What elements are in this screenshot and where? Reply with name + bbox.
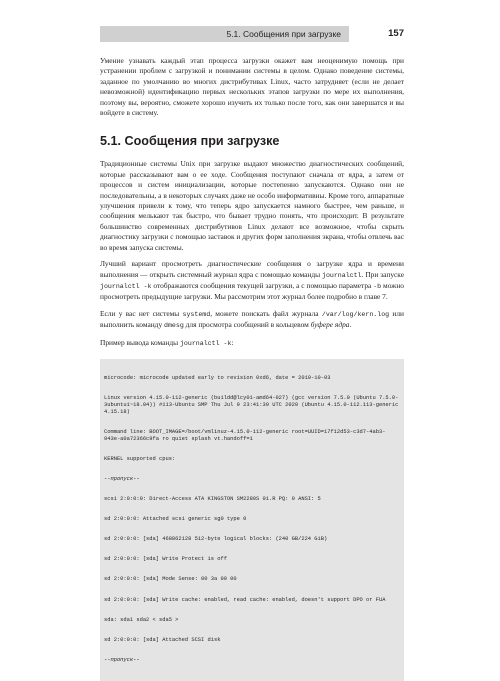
code-line: sd 2:0:0:0: [sda] 468862128 512-byte logical blocks: (240 GB/224 GiB) [104, 536, 328, 543]
paragraph-4 [100, 338, 404, 349]
paragraph-4-text-b: : [231, 337, 234, 347]
running-head-bar [100, 26, 349, 42]
paragraph-2-text-c: отображаются сообщения текущей загрузки, а с помощью параметра [151, 280, 374, 290]
paragraph-2-text-a: Лучший вариант просмотреть диагностические сообщения о загрузке ядра и времени выполнения — открыть системный журнал ядра с помощью команды [100, 259, 404, 279]
page-number: 157 [388, 28, 404, 39]
command-systemd: systemd [182, 310, 211, 318]
code-listing [100, 359, 404, 681]
paragraph-3 [100, 309, 404, 332]
paragraph-3-text-e: . [349, 320, 352, 330]
path-kern-log: /var/log/kern.log [321, 310, 390, 318]
code-line: sd 2:0:0:0: [sda] Attached SCSI disk [104, 636, 221, 643]
code-line: sd 2:0:0:0: [sda] Write Protect is off [104, 556, 227, 563]
code-line: KERNEL supported cpus: [104, 455, 176, 462]
command-journalctl: journalctl [321, 271, 362, 279]
paragraph-2 [100, 259, 404, 303]
code-line: sda: sda1 sda2 < sda5 > [104, 616, 179, 623]
running-head: 5.1. Сообщения при загрузке [226, 29, 341, 39]
code-line: scsi 2:0:0:0: Direct-Access ATA KINGSTON SM2280S 01.R PQ: 0 ANSI: 5 [104, 496, 321, 502]
paragraph-2-text-b: . При запуске [361, 269, 404, 279]
paragraph-3-text-b: , можете поискать файл журнала [210, 308, 322, 318]
code-line: sd 2:0:0:0: Attached scsi generic sg0 type 0 [104, 516, 247, 523]
code-line: sd 2:0:0:0: [sda] Mode Sense: 00 3a 00 00 [104, 576, 237, 583]
intro-paragraph: Умение узнавать каждый этап процесса загрузки окажет вам неоценимую помощь при устранении проблем с загрузкой и понимании системы в целом. Однако поведение системы, заданное по умолчанию во многих дистрибутивах Linux, часто затрудняет (если не делает невозможной) идентификацию первых нескольких этапов загрузки по мере их выполнения, поэтому вы, вероятно, сможете хорошо изучить их только после того, как они завершатся и вы войдете в систему. [100, 56, 404, 118]
code-skip-marker: --пропуск-- [104, 656, 140, 663]
page-content [100, 56, 404, 681]
command-dmesg: dmesg [164, 322, 184, 330]
command-journalctl-k-example: journalctl -k [179, 339, 232, 347]
paragraph-4-text-a: Пример вывода команды [100, 337, 180, 347]
code-line: microcode: microcode updated early to revision 0xd6, date = 2019-10-03 [104, 375, 331, 382]
option-b: -b [373, 282, 382, 290]
page-header [100, 26, 404, 42]
code-skip-marker: --пропуск-- [104, 475, 140, 482]
paragraph-3-text-d: для просмотра сообщений в кольцевом [183, 320, 311, 330]
code-line: sd 2:0:0:0: [sda] Write cache: enabled, read cache: enabled, doesn't support DPO or FUA [104, 596, 386, 603]
code-line: Linux version 4.15.0-112-generic (buildd@lcy01-amd64-027) (gcc version 7.5.0 (Ubuntu 7.5.0-3ubuntu1~18.04)) #113-Ubuntu SMP Thu Jul 9 23:41:39 UTC 2020 (Ubuntu 4.15.0-112.113-generic 4.15.18) [104, 395, 402, 415]
paragraph-3-text-c: или выполнить команду [100, 308, 404, 330]
paragraph-3-text-a: Если у вас нет системы [100, 308, 183, 318]
paragraph-2-text-d: можно просмотреть предыдущие загрузки. Мы рассмотрим этот журнал более подробно в главе 7. [100, 280, 404, 302]
paragraph-1: Традиционные системы Unix при загрузке выдают множество диагностических сообщений, которые рассказывают вам о ее ходе. Сообщения поступают сначала от ядра, а затем от процессов и систем инициализации, которые постепенно запускаются. Однако они не последовательны, а в некоторых случаях даже не особо информативны. Кроме того, аппаратные улучшения привели к тому, что теперь ядро запускается намного быстрее, чем раньше, и сообщения мелькают так быстро, что бывает трудно понять, что происходит. В результате большинство современных дистрибутивов Linux делают все возможное, чтобы скрыть диагностику загрузки с помощью заставок и других форм заполнения экрана, чтобы отвлечь вас во время запуска системы. [100, 159, 404, 252]
code-line: Command line: BOOT_IMAGE=/boot/vmlinuz-4.15.0-112-generic root=UUID=17f12d53-c3d7-4ab3-943e-a0a72366c9fa ro quiet splash vt.handoff=1 [104, 428, 386, 442]
kernel-buffer-term: буфере ядра [310, 320, 350, 330]
section-title: 5.1. Сообщения при загрузке [100, 134, 280, 149]
command-journalctl-k: journalctl -k [100, 282, 152, 290]
